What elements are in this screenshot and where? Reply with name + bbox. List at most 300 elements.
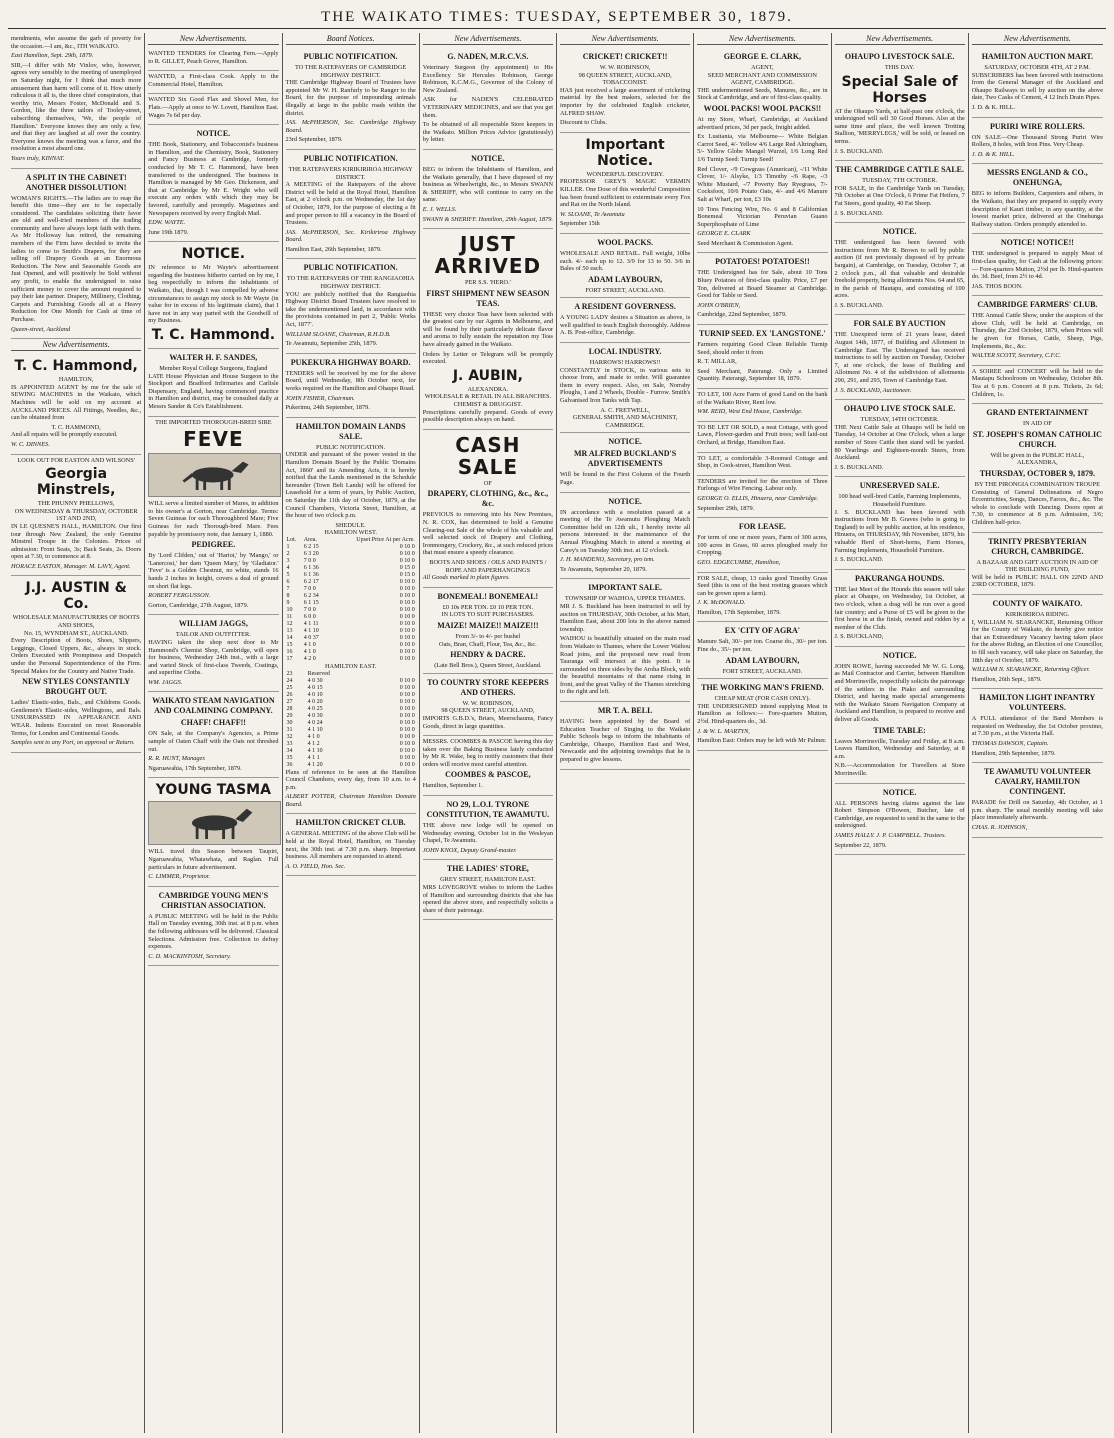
table-cell: 4 1 10 — [307, 747, 323, 754]
table-cell: 0 10 0 — [399, 550, 415, 557]
pn2-ad — [286, 150, 416, 260]
light-title: HAMILTON LIGHT INFANTRY VOLUNTEERS. — [979, 693, 1096, 713]
n3-body: JOHN ROWE, having succeeded Mr W. G. Long, as Mail Contractor and Carrier, between Hamilton and Morrinsville, respectfully solicits the patronage of the settlers in the Piako and surrounding District, and having made special arrangements with the Waikato Steam Navigation Company at Auckland and Hamilton, is prepared to receive and deliver all Goods. — [834, 662, 965, 724]
notice-sign: EDW. WAYTE. — [148, 219, 186, 227]
table-cell: 1 — [286, 543, 290, 550]
table-row — [286, 593, 416, 600]
table-cell: 6 1 36 — [303, 564, 319, 571]
table-cell: 0 10 0 — [399, 691, 415, 698]
sale-date: Hamilton, 17th September, 1879. — [697, 608, 781, 616]
table-cell: 0 10 0 — [399, 592, 415, 599]
light-sign: THOMAS DAWSON, Captain. — [971, 740, 1049, 748]
clark-list3: 10 Tons Fencing Wire, No. 6 and 8 Californian Bonemeal Victorian Peruvian Guano Superphosphate of Lime — [697, 205, 828, 228]
mart-date: SATURDAY, OCTOBER 4TH, AT 2 P.M. — [984, 64, 1091, 71]
boon-notice — [972, 234, 1103, 296]
claim-date: September 22, 1879. — [834, 841, 887, 849]
aubin-title: J. AUBIN, — [452, 367, 523, 384]
table-cell: 25 — [286, 684, 293, 691]
cavalry-ad — [972, 763, 1103, 837]
ohaupo-title: OHAUPO LIVESTOCK SALE. — [844, 52, 955, 61]
split-body: WOMAN'S RIGHTS.—The ladies are to reap the benefit this time—they are to be especially considered. The candidates soliciting their favor are old and well-tried members of the trading community and have always kept faith with them. As Mr Holloway has retired, the remaining members of the Firm have decided to invite the ladies to come to Smith's Drapers, for they are selling off Drapery Goods at an Enormous Reduction. The New and Seasonable Goods are Just Opened, and will positively be Sold without any profit, to enable the undersigned to raise sufficient money to cover the amount required to pay their late partner. Drapery, Millinery, Clothing, Carpets and Furnishing Goods all at a Heavy Reduction for One Month for Cash at time of Purchase. — [11, 194, 142, 323]
wells-notice — [423, 150, 553, 229]
horse-illustration — [148, 453, 280, 497]
grand-title: GRAND ENTERTAINMENT — [986, 408, 1089, 418]
county-title: COUNTY OF WAIKATO. — [992, 598, 1083, 608]
clark-sub2: SEED MERCHANT AND COMMISSION AGENT, CAMBRIDGE. — [707, 71, 817, 87]
imp-title: Important Notice. — [585, 136, 665, 169]
table-cell: 6 — [286, 578, 290, 585]
table-cell: 4 1 11 — [303, 620, 319, 627]
col-lot: Lot. — [286, 536, 297, 543]
time-note: N.B.—Accommodation for Travellers at Store Morrinsville. — [834, 762, 965, 777]
table-row — [286, 656, 416, 663]
mart-body: SUBSCRIBERS has been favored with instructions from the General Manager of the Auckland and Ohaupo Railways to sell by auction on the above date, Two Casks of Cement, 4 12 Inch Drain Pipes. — [971, 71, 1103, 102]
agra-ad — [697, 622, 827, 679]
wanted-2: WANTED, a First-class Cook. Apply to the Commercial Hotel, Hamilton. — [148, 73, 279, 88]
trinity-ad — [972, 533, 1103, 595]
steam-ad — [148, 692, 278, 778]
notice-title: NOTICE. — [471, 153, 505, 163]
table-cell: 0 10 0 — [399, 747, 415, 754]
grand-date: THURSDAY, OCTOBER 9, 1879. — [979, 469, 1096, 478]
table-row — [286, 607, 416, 614]
table-cell: 4 1 0 — [303, 641, 316, 648]
cambridge-sign: J. S. BUCKLAND. — [834, 209, 884, 217]
puk-sign: JOHN FISHER, Chairman. — [285, 394, 355, 402]
let-title: TO LET, 100 Acre Farm of good Land on the bank of the Waikato River, Rent low. — [697, 391, 828, 406]
just-arrived-ad — [423, 229, 553, 430]
time-body: Leaves Morrinsville, Tuesday and Friday, at 8 a.m. Leaves Hamilton, Wednesday and Saturday, at 8 a.m. — [834, 737, 965, 760]
pot-sign: JOHN O'BRIEN, — [697, 301, 741, 309]
austin-close: Ladies' Elastic-sides, Bals., and Childrens Goods. Gentlemen's Elastic-sides, Wellingtons, and Bals. UNSURPASSED IN APPEARANCE AND WEAR. Indents Executed on most Reasonable Terms, for London and Continental Goods. — [11, 699, 142, 737]
table-row — [286, 635, 416, 642]
industry-ad — [560, 343, 690, 433]
trinity-body: Will be held in PUBLIC HALL ON 22ND AND 23RD OCTOBER, 1879. — [971, 573, 1103, 589]
table-cell: 4 1 10 — [303, 627, 319, 634]
n2-title: NOTICE. — [608, 496, 642, 506]
pot-title: POTATOES! POTATOES!! — [715, 257, 810, 267]
table-cell: 0 10 0 — [399, 712, 415, 719]
table-cell: 35 — [286, 754, 293, 761]
pot-body: THE Undersigned has for Sale, about 10 Tons Bluey Potatoes of first-class quality. Price, £7 per Ton, delivered at Board Steamer at Cambridge. Good for Table or Seed. — [697, 269, 828, 300]
table-cell: 0 10 0 — [399, 648, 415, 655]
west-table — [286, 537, 416, 663]
bone-price: £0 10s PER TON. £0 10 PER TON. — [442, 603, 534, 611]
table-cell: 0 10 0 — [399, 620, 415, 627]
ymca-title: CAMBRIDGE YOUNG MEN'S CHRISTIAN ASSOCIATION. — [158, 890, 269, 910]
wanted-ad-3 — [148, 94, 278, 125]
agra-body: Manure Salt, 30/- per ton. Coarse do., 30/- per ton. Fine do., 35/- per ton. — [697, 638, 828, 654]
minstrels-sign: HORACE EASTON, Manager. M. LAVY, Agent. — [11, 562, 131, 570]
minstrels-title: Georgia Minstrels, — [36, 466, 116, 499]
lease-sign: GEO. EDGECUMBE, Hamilton, — [697, 558, 781, 566]
split-ad — [11, 169, 141, 340]
wmf-body: THE UNDERSIGNED intend supplying Meat in Hamilton as follows:— Fore-quarters Mutton, 2½d. Hind-quarters do., 3d. — [697, 702, 828, 726]
table-cell: 4 0 24 — [307, 719, 323, 726]
store-sub: GREY STREET, HAMILTON EAST. — [440, 876, 536, 884]
table-cell: 6 1 36 — [303, 571, 319, 578]
mart-ad — [972, 48, 1103, 118]
soiree-body: A SOIREE and CONCERT will be held in the Mautapu Schoolroom on Wednesday, October 8th. Tea at 6 p.m. Concert at 8 p.m. Tickets, 2s 6d; Children, 1s. — [971, 367, 1103, 398]
notice2-body: IN reference to Mr Wayte's advertisement regarding the business hitherto carried on by me, I beg respectfully to inform the inhabitants of Waikato, that, though I was compelled by adverse circumstances to assign my stock to Mr Wayte (in value for in excess of his legitimate claim), that I have not in any way parted with the Goodwill of my Business. — [148, 264, 279, 325]
table-row — [286, 621, 416, 628]
table-cell: 4 0 30 — [307, 677, 323, 684]
ymca-body: A PUBLIC MEETING will be held in the Public Hall on Tuesday evening, 30th inst. at 8 p.m. when the following addresses will be delivered. Classical Selections. Admission free. Collection to defray expenses. — [148, 912, 279, 951]
grand-sub2: ST. JOSEPH'S ROMAN CATHOLIC CHURCH. — [972, 429, 1102, 449]
auction-sign: J. S. BUCKLAND, Auctioneer. — [834, 386, 912, 394]
aubin-body: Prescriptions carefully prepared. Goods of every possible description always on hand. — [422, 408, 553, 424]
table-row — [286, 614, 416, 621]
mart-title: HAMILTON AUCTION MART. — [981, 52, 1094, 61]
grand-ad — [972, 404, 1103, 532]
lease-body: For term of one or more years, Farm of 300 acres, 100 acres in Grass, 60 acres ploughed ready for Cropping. — [697, 534, 828, 557]
table-cell: 0 10 0 — [399, 726, 415, 733]
let-ad — [697, 389, 827, 422]
sandes-sub: Member Royal College Surgeons, England — [159, 365, 268, 373]
hammond-close: And all repairs will be promptly executed. — [11, 431, 118, 439]
table-cell: 0 10 0 — [399, 627, 415, 634]
feve-date: Gorton, Cambridge, 27th August, 1879. — [148, 601, 249, 609]
table-cell: 0 10 0 — [399, 634, 415, 641]
table-row — [286, 551, 416, 558]
tb-sub: MR T. A. BELL — [597, 706, 653, 716]
ind-title: LOCAL INDUSTRY. — [588, 347, 662, 357]
tenders-body: TENDERS are invited for the erection of Three Furlongs of Wire Fencing. Labour only. — [697, 477, 828, 493]
ind-body: CONSTANTLY in STOCK, in various sets to choose from, and made to order. Will guarantee them in every respect. Also, on Sale, Norraby Ploughs, 1 and 2 Wheels, Double - Furrow. Smith's Galvanised Iron Tanks with Tap. — [560, 366, 691, 405]
hounds-ad — [835, 570, 965, 647]
section-header: New Advertisements. — [697, 33, 827, 45]
light-body: A FULL attendance of the Band Members is requested on Wednesday, the 1st October proximo, at 7.30 p.m., at the Victoria Hall. — [971, 715, 1103, 738]
pn2-date: Hamilton East, 26th September, 1879. — [285, 245, 382, 253]
county-sub: KIRIKIRIROA RIDING. — [1005, 610, 1070, 618]
n2-sign: J. H. MANDENO, Secretary, pro tem. — [560, 556, 655, 564]
table-row — [286, 565, 416, 572]
hounds-title: PAKURANGA HOUNDS. — [855, 573, 945, 583]
column-5 — [557, 33, 694, 1433]
important-sale-ad — [560, 579, 690, 702]
lodge-sign: JOHN KNOX, Deputy Grand-master. — [422, 846, 517, 854]
table-cell: 14 — [286, 634, 293, 641]
column-3 — [283, 33, 420, 1433]
table-cell: 0 10 0 — [399, 613, 415, 620]
hammond-title: T. C. Hammond, — [14, 358, 138, 375]
tenders-sign: GEORGE O. ELLIS, Hinuera, near Cambridge. — [697, 494, 819, 502]
time-title: TIME TABLE: — [873, 725, 926, 735]
important-notice-ad — [560, 133, 690, 234]
table-cell: 4 2 0 — [303, 655, 316, 662]
table-cell: 0 10 0 — [399, 641, 415, 648]
mart-sign: J. D. & K. HILL. — [971, 103, 1016, 111]
table-cell: 4 1 10 — [307, 726, 323, 733]
hammond-place: HAMILTON, — [58, 376, 94, 384]
jaggs-ad — [148, 615, 278, 692]
clark-list: Ex Lusitania, via Melbourne— White Belgian Carrot Seed, 4/- Yellow 4/6 Large Red Altringham, 5/- Yellow Globe Mangel Wurzel, 1/6 Long Red 1/6 Turnip Seed: Turnip Seed! — [697, 133, 828, 163]
notice-sign-2: SWANN & SHERIFF. Hamilton, 29th August, 1879. — [422, 215, 553, 223]
naden-body: Veterinary Surgeon (by appointment) to His Excellency Sir Hercules Robinson, George Robinson, K.C.M.G., Governor of the Colony of New Zealand. — [422, 64, 553, 94]
sandes-ad — [148, 349, 278, 417]
chaff-body: ON Sale, at the Company's Agencies, a Prime sample of Oaten Chaff with the Oats not threshed out. — [148, 730, 279, 753]
unres-sign: J. S. BUCKLAND. — [834, 556, 884, 564]
ymca-ad — [148, 887, 278, 967]
table-cell: 0 10 0 — [399, 754, 415, 761]
clark-sub: AGENT, — [751, 64, 774, 71]
table-row — [286, 748, 416, 755]
table-cell: 0 10 0 — [399, 677, 415, 684]
table-cell: 7 0 0 — [303, 606, 316, 613]
table-cell: 4 0 20 — [307, 698, 323, 705]
grand-body: Will be given in the PUBLIC HALL, ALEXANDRA, — [990, 451, 1085, 467]
n2-body: IN accordance with a resolution passed at a meeting of the Te Awamutu Ploughing Match Committee held on 12th ult., I hereby invite all persons interested in the maintenance of the Annual Ploughing Match to attend a meeting at Carey's on Tuesday 30th inst. at 12 o'clock. — [560, 508, 691, 554]
table-cell: 5 — [286, 571, 290, 578]
table-cell: 0 10 0 — [399, 578, 415, 585]
table-cell: 29 — [286, 712, 293, 719]
wanted-ad-2 — [148, 71, 278, 94]
farmers-body: THE Annual Cattle Show, under the auspices of the above Club, will be held at Cambridge, on Thursday, the 23rd October, 1879, when Prizes will be given for Horses, Cattle, Sheep, Pigs, Implements, &c., &c. — [971, 312, 1103, 350]
letter — [11, 33, 141, 169]
sk-body: IMPORTS G.B.D.'s, Briars, Meerschaums, Fancy Goods, direct in large quantities. — [422, 714, 553, 730]
wmf-title: THE WORKING MAN'S FRIEND. — [701, 683, 824, 693]
column-2 — [145, 33, 282, 1433]
pn2-body: A MEETING of the Ratepayers of the above District will be held at the Royal Hotel, Hamilton East, at 2 o'clock p.m. on Wednesday, the 1st day of October, 1879, for the purpose of electing a fit and proper person to fill a vacancy in the Board of Trustees. — [285, 181, 416, 227]
county-sign: WILLIAM N. SEARANCKE, Returning Officer. — [971, 666, 1090, 674]
table-row — [286, 699, 416, 706]
robinson-ad — [560, 48, 690, 133]
tasma-body: WILL travel this Season between Taupiri, Ngaruawahia, Whatawhata, and Raglan. Full particulars in future advertisement. — [148, 848, 279, 871]
working-mans-friend-ad — [697, 679, 827, 751]
pn3-title: PUBLIC NOTIFICATION. — [303, 263, 398, 273]
clark-list2: Red Clover, -/9 Cowgrass (American), -/11 White Clover, 1/- Alsyke, 1/3 Timothy -/6 Rape, -/3 White Mustard, -/7 Poverty Bay Ryegrass, 7/- Cocksfoot, 10/6 Potato Oats, 4/- and 4/6 Manure Salt at Wharf, per ton, £3 10s — [697, 165, 828, 203]
rob-sub: TOBACCONIST. — [602, 79, 648, 87]
hammond-name: T. C. HAMMOND, — [51, 423, 101, 431]
maize-price: From 3/- to 4/- per bushel — [455, 632, 521, 640]
east-table-body — [286, 671, 416, 769]
hammond-ad — [11, 354, 141, 454]
east-table — [286, 671, 416, 769]
agra-title: EX 'CITY OF AGRA' — [724, 626, 800, 636]
table-row — [286, 706, 416, 713]
wanted-1: WANTED TENDERS for Clearing Fern.—Apply to R. GILLET, Peach Grove, Hamilton. — [148, 50, 279, 65]
table-row — [286, 713, 416, 720]
maize-title: MAIZE! MAIZE!! MAIZE!!! — [437, 620, 539, 630]
column-6 — [694, 33, 831, 1433]
pn3-sub: TO THE RATEPAYERS OF THE RANGIAOHIA HIGHWAY DISTRICT. — [286, 275, 415, 291]
notice-body: BEG to inform the Inhabitants of Hamilton, and the Waikato generally, that I have disposed of my business as Wheelwright, &c., to Messrs SWANN & SHERIFF, who will continue to carry on the same. — [422, 165, 553, 204]
table-cell — [371, 671, 416, 678]
ladies-store-ad — [423, 860, 553, 920]
coombes-ad — [423, 736, 553, 796]
ohaupo2-title: OHAUPO LIVE STOCK SALE. — [843, 404, 956, 414]
grand-sub: IN AID OF — [1023, 420, 1052, 428]
puriri-title: PURIRI WIRE ROLLERS. — [989, 121, 1085, 131]
table-cell: 4 1 2 — [307, 740, 320, 747]
jaggs-title: WILLIAM JAGGS, — [178, 619, 248, 629]
grass-sale-ad — [697, 573, 827, 623]
unres-sub: 100 head well-bred Cattle, Farming Implements, Household Furniture. — [838, 493, 961, 508]
claim-body: ALL PERSONS having claims against the late Robert Simpson O'Bowen, Butcher, late of Cambridge, are requested to send in the same to the undersigned. — [834, 799, 965, 830]
notice2-sign: T. C. Hammond. — [151, 327, 276, 344]
unres-title: UNRESERVED SALE. — [859, 481, 940, 491]
clark-wool: WOOL PACKS! WOOL PACKS!! — [703, 103, 822, 113]
pn2-sign: JAS. McPHERSON, Sec. Kirikiriroa Highway Board. — [285, 228, 416, 244]
table-cell: 16 — [286, 648, 293, 655]
ohaupo-sub: THIS DAY. — [884, 64, 915, 71]
split-title: A SPLIT IN THE CABINET! ANOTHER DISSOLUTION! — [25, 172, 127, 192]
table-row — [286, 678, 416, 685]
table-cell: 13 — [286, 627, 293, 634]
auction-title: FOR SALE BY AUCTION — [853, 319, 946, 329]
table-cell: 4 0 15 — [307, 684, 323, 691]
dom-close: Plans of reference to be seen at the Hamilton Council Chambers, every day, from 10 a.m. to 4 p.m. — [285, 768, 416, 791]
pot-date: Cambridge, 22nd September, 1879. — [697, 311, 787, 319]
notice-body: THE undersigned has been favored with instructions from Mr R. Brown to sell by public auction (if not previously disposed of by private bargain), at Cambridge, on Tuesday, October 7, at 2 o'clock p.m., all that valuable and desirable freehold property, being allotments Nos. 64 and 65, in the parish of Hautapu, and consisting of 100 acres. — [834, 239, 965, 300]
table-row — [286, 671, 416, 678]
minstrels-body: IN LE QUESNE'S HALL, HAMILTON. Our first tour through New Zealand, the only Genuine Minstrel Troupe in the Colonies. Prices of admission: Front Seats, 3s; Back Seats, 2s. Doors open at 7.30, to commence at 8. — [11, 522, 142, 561]
feve-pedbody: By 'Lord Clifden,' out of 'Hariot,' by 'Mango,' or 'Lanercost,' her dam 'Queen Mary,' by 'Gladiator.' 'Feve' is a Golden Chestnut, no white, stands 16 hands 2 inches in height, covers a deal of ground on short flat legs. — [148, 552, 279, 590]
hammond-body: IS APPOINTED AGENT by me for the sale of SEWING MACHINES in the Waikato, which Machines will be sold on my account at AUCKLAND PRICES. All Fittings, Needles, &c., can be obtained from — [11, 383, 142, 422]
table-row — [286, 734, 416, 741]
sk-name: W. W. ROBINSON, — [462, 699, 514, 707]
turnip-title: TURNIP SEED. EX 'LANGSTONE.' — [698, 329, 826, 339]
cash-of: OF — [483, 479, 492, 487]
table-cell: Reserved — [307, 670, 330, 677]
pn1-body: THE Cambridge Highway Board of Trustees have appointed Mr W. H. Ranfurly to be Ranger to the Board, for the purpose of impounding animals illegally at large in the public roads within the district. — [285, 79, 416, 117]
ohaupo2-date: TUESDAY, 14TH OCTOBER. — [860, 416, 939, 424]
table-cell: 9 — [286, 599, 290, 606]
potatoes-ad — [697, 253, 827, 325]
table-cell: 15 — [286, 641, 293, 648]
dom-sign: ALBERT POTTER, Chairman Hamilton Domain Board. — [285, 793, 416, 808]
sale-body: FOR SALE, cheap, 13 casks good Timothy Grass Seed (this is one of the best rooting grasses which can be grown upon a farm). — [697, 574, 828, 597]
just-close: Orders by Letter or Telegram will be promptly executed. — [422, 350, 553, 366]
maize-addr: (Late Bell Bros.), Queen Street, Auckland. — [434, 662, 542, 670]
light-infantry-ad — [972, 689, 1103, 763]
imp-body: PROFESSOR GREY'S MAGIC VERMIN KILLER. One Dose of this wonderful Composition has been found sufficient to exterminate every Fox and Rat on the North Island. — [560, 178, 691, 209]
aubin-sub3: CHEMIST & DRUGGIST. — [453, 401, 523, 409]
naden-ad — [423, 48, 553, 150]
chaff-title: CHAFF! CHAFF!! — [180, 718, 246, 728]
store-title: THE LADIES' STORE, — [446, 864, 529, 874]
cricket-club-ad — [286, 814, 416, 876]
table-cell: 4 0 37 — [303, 634, 319, 641]
table-row — [286, 741, 416, 748]
pn1-title: PUBLIC NOTIFICATION. — [303, 52, 398, 61]
table-cell: 36 — [286, 761, 293, 768]
ind-sign: A. C. FRETWELL, — [600, 406, 650, 414]
wmf-sub2: Hamilton East: Orders may be left with Mr Palmer. — [697, 737, 827, 745]
section-header: New Advertisements. — [560, 33, 690, 45]
sale-sub: TOWNSHIP OF WAIHOA, UPPER THAMES. — [564, 595, 686, 603]
table-cell: 0 10 0 — [399, 684, 415, 691]
domain-ad — [286, 418, 416, 815]
table-row — [286, 720, 416, 727]
unreserved-ad — [835, 477, 965, 569]
table-cell: 33 — [286, 740, 293, 747]
rob-close: Discount to Clubs. — [560, 119, 608, 127]
column-1 — [8, 33, 145, 1433]
table-cell: 4 — [286, 564, 290, 571]
sandes-body: LATE House Physician and House Surgeon to the Stockport and Bradford Infirmaries and Carlisle Dispensary, England, having commenced practice in Hamilton and district, may be consulted daily at Messrs Sander & Co's Establishment. — [148, 372, 279, 410]
cricket-sign: A. O. FIELD, Hon. Sec. — [285, 862, 346, 870]
austin-body: Every Description of Boots, Shoes, Slippers, Leggings, Closed Uppers, &c., always in stock. Orders Executed with Promptness and Despatch under the Personal Superintendence of the Firm. Special Makes for the Country and Native Trade. — [11, 637, 142, 675]
clark-body2: At my Store, Wharf, Cambridge, at Auckland advertised prices, 3d per pack, freight added. — [697, 115, 828, 131]
table-cell: 4 0 10 — [307, 691, 323, 698]
rob-body: HAS just received a large assortment of cricketing material by the best makers, selected for the importer by the celebrated English cricketer, ALFRED SHAW. — [560, 86, 691, 117]
table-cell: 0 10 0 — [399, 543, 415, 550]
wool-body: WHOLESALE AND RETAIL. Full weight, 10lbs each. 4/- each up to 12. 3/9 for 13 to 50. 3/6 in Bales of 50 each. — [560, 249, 691, 273]
lease-title: FOR LEASE. — [738, 522, 786, 532]
combes-title: COOMBES & PASCOE, — [445, 770, 531, 780]
minstrels-top: LOOK OUT FOR EASTON AND WILSONS' — [17, 456, 135, 464]
table-cell: 12 — [286, 620, 293, 627]
table-row — [286, 628, 416, 635]
feve-ad — [148, 417, 278, 616]
aubin-sub: ALEXANDRA. — [467, 385, 509, 393]
dom-body: UNDER and pursuant of the power vested in the Hamilton Domain Board by the Public 'Domains Act, 1860' and its Amending Acts, it is hereby notified that the Lands mentioned in the Schedule hereunder (Town Belt Lands) will be offered for Leasehold for a term of years, by Public Auction, on Saturday the 11th day of October, 1879, at the Council Chambers, Victoria Street, Hamilton, at the hour of two o'clock p.m. — [285, 451, 416, 520]
table-cell: 0 10 0 — [399, 705, 415, 712]
table-cell: 0 10 0 — [399, 606, 415, 613]
cash-body: PREVIOUS to removing into his New Premises, N. R. COX, has determined to hold a Genuine Clearing-out Sale of the whole of his valuable and well selected stock of Drapery and Clothing, Ironmongery, Crockery, &c., at such reduced prices that must ensure a speedy clearance. — [422, 511, 553, 557]
table-cell: 24 — [286, 677, 293, 684]
table-row — [286, 558, 416, 565]
table-cell: 4 1 1 — [307, 754, 320, 761]
bell-ad — [560, 702, 690, 770]
buck-notice: NOTICE. — [608, 437, 642, 447]
ohaupo2-ad — [835, 400, 965, 477]
table-cell: 7 0 0 — [303, 557, 316, 564]
notice2-title: NOTICE. — [181, 246, 246, 263]
imp-date: September 15th — [560, 220, 600, 228]
cricket-title: CRICKET! CRICKET!! — [582, 52, 668, 61]
notice-body: THE undersigned is prepared to supply Meat of first-class quality, for Cash at the following prices:— Fore-quarters Mutton, 2½d per lb. Hind-quarters do. 3d. Beef, from 2½ to 4d. — [971, 250, 1103, 281]
naden-ask: ASK for NADEN'S CELEBRATED VETERINARY MEDICINES, and see that you get them. — [422, 96, 553, 119]
table-cell: 6 0 0 — [303, 613, 316, 620]
gov-body: A YOUNG LADY desires a Situation as above, is well qualified to teach English thoroughly. Address A. B. Post-office, Cambridge. — [560, 314, 691, 337]
jaggs-body: HAVING taken the shop next door to Mr Hammond's Chemist Shop, Cambridge, will open for business, Wednesday 24th inst., with a large and varied Stock of first-class Tweeds, Coatings, and superfine Cloths. — [148, 638, 279, 677]
rob-addr: 98 QUEEN STREET, AUCKLAND, — [578, 71, 672, 79]
cricket-body: A GENERAL MEETING of the above Club will be held at the Royal Hotel, Hamilton, on Tuesday next, the 30th inst. at 7.30 p.m. sharp. Important business. All members are requested to attend. — [285, 830, 416, 861]
imp-sign: W. SLOANE, Te Awamutu — [560, 210, 625, 218]
county-body: I, WILLIAM N. SEARANCKE, Returning Officer for the County of Waikato, do hereby give notice that an Extraordinary Vacancy having taken place for the above Riding, an Election of one Councillor, to fill such vacancy, will take place on Saturday, the 18th day of October, 1879. — [971, 618, 1103, 664]
ohaupo2-sign: J. S. BUCKLAND. — [834, 463, 884, 471]
table-cell: 23 — [286, 670, 293, 677]
table-cell: 17 — [286, 655, 293, 662]
notice-title: NOTICE. — [196, 129, 231, 139]
feve-body: WILL serve a limited number of Mares, in addition to his owner's at Gorton, near Cambridge. Terms: Seven Guineas for each Thoroughbred Mare; Five Guineas for each Thorough-bred Mare. Fees payable by promissory note, due January 1, 1880. — [148, 500, 279, 538]
hammond-sign: W. C. DINNES. — [11, 440, 50, 448]
england-ad — [972, 164, 1103, 234]
chaff-sign: R. R. HUNT, Manager. — [148, 755, 206, 763]
cash-list: BOOTS AND SHOES / OILS AND PAINTS / ROPE AND PAPERHANGINGS — [429, 558, 547, 574]
table-cell: 0 10 0 — [399, 698, 415, 705]
pukekura-ad — [286, 354, 416, 418]
sale-body: MR J. S. Buckland has been instructed to sell by auction on THURSDAY, 30th October, at his Mart, Hamilton East, about 200 lots in the above named township. — [560, 602, 691, 633]
ymca-sign: C. D. MACKINTOSH, Secretary. — [148, 952, 231, 960]
unres-body: J. S. BUCKLAND has been favored with instructions from Mr B. Graves (who is going to England) to sell by public auction, at his residence, Hinuera, on THURSDAY, 9th November, 1879, his valuable Herd of Short-horns, Farm Horses, Farming Implements, Household Furniture. — [834, 508, 965, 554]
cash-sale-ad — [423, 430, 553, 588]
auction-ad — [835, 315, 965, 400]
hounds-sign: J. S. BUCKLAND, — [834, 633, 884, 641]
table-cell: 4 1 0 — [307, 733, 320, 740]
table-row — [286, 544, 416, 551]
light-date: Hamilton, 29th September, 1879. — [971, 749, 1056, 757]
auction-body: THE Unexpired term of 21 years lease, dated August 14th, 1877, of Building and Allotment in Cambridge East. The Undersigned has received instructions to sell by auction on Tuesday, October 7, at one o'clock, the lease of Building and Allotment No. 4 of the subdivision of allotments 290, 291, and 293, Town of Cambridge East. — [834, 331, 965, 385]
table-cell: 4 0 30 — [307, 712, 323, 719]
county-ad — [972, 595, 1103, 689]
table-cell: 6 2 15 — [303, 543, 319, 550]
minstrels-sub: THE PHUNNY PHELLOWS, — [37, 500, 115, 508]
naden-title: G. NADEN, M.R.C.V.S. — [447, 52, 529, 61]
ind-sub2: GENERAL SMITH, AND MACHINIST, CAMBRIDGE. — [572, 414, 678, 429]
